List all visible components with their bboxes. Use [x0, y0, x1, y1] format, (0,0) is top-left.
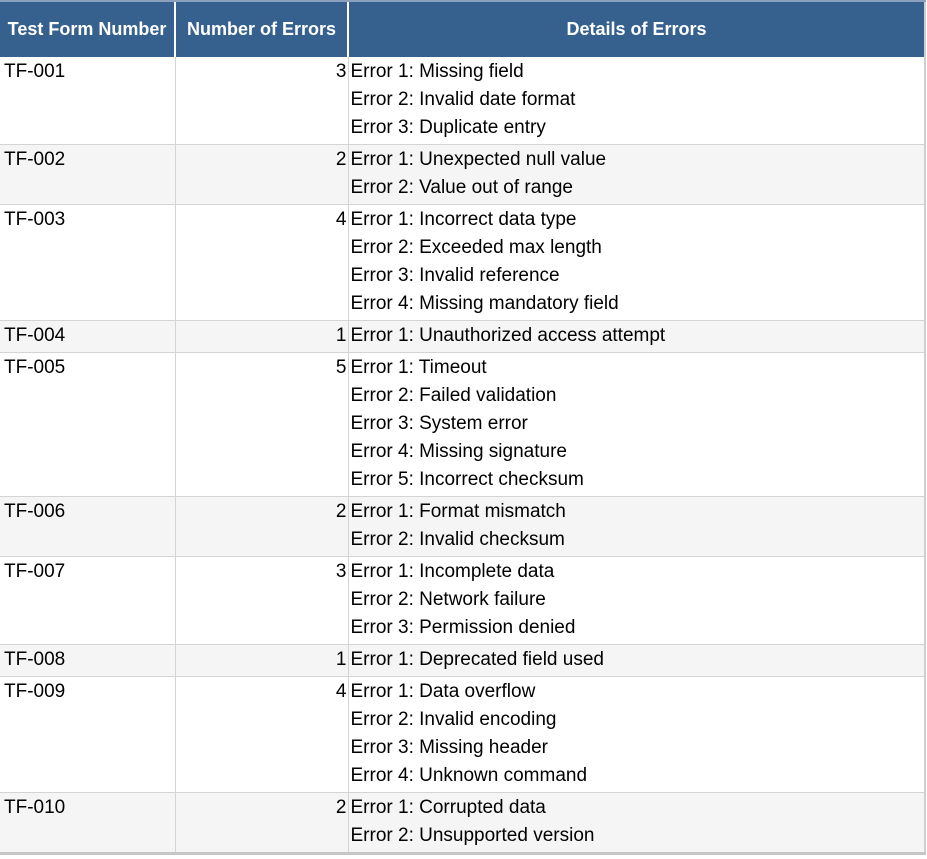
error-details-cell [348, 677, 925, 793]
error-details-cell [348, 557, 925, 645]
header-row [0, 1, 925, 57]
table-row [0, 353, 925, 497]
table-row [0, 321, 925, 353]
error-detail-line: Error 2: Value out of range [350, 177, 573, 198]
error-count-cell: 2 [175, 793, 348, 854]
error-detail-line: Error 1: Data overflow [350, 681, 536, 702]
error-details-cell [348, 205, 925, 321]
error-detail-line: Error 1: Unauthorized access attempt [350, 325, 666, 346]
form-number-cell: TF-009 [0, 677, 175, 793]
error-details-cell [348, 793, 925, 854]
table-row [0, 793, 925, 854]
error-detail-line: Error 2: Exceeded max length [350, 237, 602, 258]
table-body [0, 57, 925, 854]
error-detail-line: Error 3: System error [350, 413, 528, 434]
error-detail-line: Error 2: Unsupported version [350, 825, 595, 846]
error-detail-line: Error 3: Missing header [350, 737, 548, 758]
table-row [0, 497, 925, 557]
column-header-test-form-number: Test Form Number [0, 1, 175, 57]
table-row [0, 645, 925, 677]
error-detail-line: Error 1: Corrupted data [350, 797, 546, 818]
form-number-cell: TF-001 [0, 57, 175, 145]
error-detail-line: Error 4: Unknown command [350, 765, 588, 786]
error-count-cell: 5 [175, 353, 348, 497]
error-detail-line: Error 2: Failed validation [350, 385, 557, 406]
form-number-cell: TF-004 [0, 321, 175, 353]
error-detail-line: Error 2: Network failure [350, 589, 546, 610]
table-row [0, 557, 925, 645]
error-count-cell: 3 [175, 557, 348, 645]
form-number-cell: TF-008 [0, 645, 175, 677]
error-detail-line: Error 2: Invalid encoding [350, 709, 557, 730]
error-count-cell: 4 [175, 205, 348, 321]
error-detail-line: Error 1: Missing field [350, 61, 524, 82]
error-detail-line: Error 2: Invalid checksum [350, 529, 565, 550]
error-details-cell [348, 497, 925, 557]
error-count-cell: 1 [175, 645, 348, 677]
error-details-cell [348, 353, 925, 497]
error-detail-line: Error 3: Invalid reference [350, 265, 560, 286]
error-detail-line: Error 3: Duplicate entry [350, 117, 546, 138]
table-row [0, 677, 925, 793]
form-number-cell: TF-003 [0, 205, 175, 321]
error-details-cell [348, 321, 925, 353]
table-row [0, 205, 925, 321]
error-detail-line: Error 4: Missing signature [350, 441, 567, 462]
error-detail-line: Error 1: Incorrect data type [350, 209, 577, 230]
column-header-details-of-errors: Details of Errors [348, 1, 925, 57]
form-number-cell: TF-010 [0, 793, 175, 854]
form-number-cell: TF-007 [0, 557, 175, 645]
error-detail-line: Error 1: Format mismatch [350, 501, 566, 522]
error-details-cell [348, 57, 925, 145]
error-detail-line: Error 1: Unexpected null value [350, 149, 607, 170]
error-detail-line: Error 2: Invalid date format [350, 89, 576, 110]
table-row [0, 145, 925, 205]
error-detail-line: Error 1: Deprecated field used [350, 649, 604, 670]
error-count-cell: 2 [175, 145, 348, 205]
error-details-cell [348, 145, 925, 205]
error-count-cell: 2 [175, 497, 348, 557]
error-count-cell: 4 [175, 677, 348, 793]
form-number-cell: TF-005 [0, 353, 175, 497]
error-detail-line: Error 5: Incorrect checksum [350, 469, 584, 490]
error-details-cell [348, 645, 925, 677]
error-detail-line: Error 1: Incomplete data [350, 561, 555, 582]
column-header-number-of-errors: Number of Errors [175, 1, 348, 57]
error-detail-line: Error 4: Missing mandatory field [350, 293, 619, 314]
form-number-cell: TF-006 [0, 497, 175, 557]
error-count-cell: 3 [175, 57, 348, 145]
form-number-cell: TF-002 [0, 145, 175, 205]
error-detail-line: Error 1: Timeout [350, 357, 487, 378]
error-detail-line: Error 3: Permission denied [350, 617, 576, 638]
table-row [0, 57, 925, 145]
error-count-cell: 1 [175, 321, 348, 353]
